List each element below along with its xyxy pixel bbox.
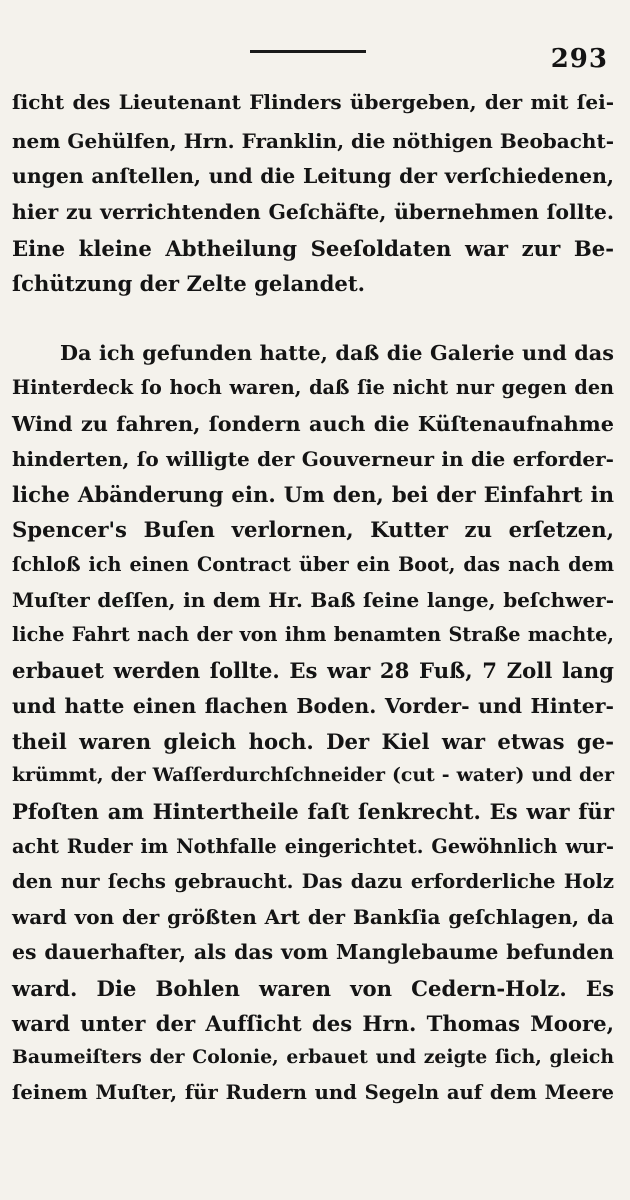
text-line: es dauerhafter, als das vom Manglebaume befunden [12, 940, 614, 964]
text-line: krümmt, der Waſſerdurchſchneider (cut - water) und der [12, 764, 614, 786]
text-line: liche Abänderung ein. Um den, bei der Einfahrt in [12, 482, 614, 507]
text-line: hinderten, ſo willigte der Gouverneur in die erforder- [12, 447, 614, 471]
text-line: theil waren gleich hoch. Der Kiel war etwas ge- [12, 729, 614, 754]
text-line: ſicht des Lieutenant Flinders übergeben, der mit ſei- [12, 90, 614, 114]
header-rule [250, 50, 366, 53]
text-line: Spencer's Buſen verlornen, Kutter zu erſetzen, [12, 517, 614, 542]
text-line: ungen anſtellen, und die Leitung der verſchiedenen, [12, 164, 614, 188]
text-line: ſchützung der Zelte gelandet. [12, 271, 366, 296]
text-line: Baumeiſters der Colonie, erbauet und zeigte ſich, gleich [12, 1046, 614, 1068]
text-line: Eine kleine Abtheilung Seeſoldaten war zur Be- [12, 236, 614, 261]
text-line: ſchloß ich einen Contract über ein Boot, das nach dem [12, 553, 614, 576]
text-line: ſeinem Muſter, für Rudern und Segeln auf dem Meere [12, 1081, 614, 1104]
text-line: acht Ruder im Nothfalle eingerichtet. Gewöhnlich wur- [12, 835, 614, 858]
text-line: ward unter der Aufſicht des Hrn. Thomas Moore, [12, 1011, 614, 1036]
text-line: ward. Die Bohlen waren von Cedern-Holz. Es [12, 976, 614, 1001]
text-line: erbauet werden ſollte. Es war 28 Fuß, 7 Zoll lang [12, 658, 614, 683]
text-line: nem Gehülfen, Hrn. Franklin, die nöthigen Beobacht- [12, 129, 614, 153]
text-line: liche Fahrt nach der von ihm benamten Straße machte, [12, 623, 614, 646]
text-line: Da ich gefunden hatte, daß die Galerie und das [60, 340, 614, 365]
text-line: Wind zu fahren, ſondern auch die Küſtenaufnahme [12, 411, 614, 436]
text-line: Muſter deſſen, in dem Hr. Baß ſeine lange, beſchwer- [12, 588, 614, 612]
text-line: Pfoſten am Hintertheile faſt ſenkrecht. Es war für [12, 799, 614, 824]
text-line: den nur ſechs gebraucht. Das dazu erforderliche Holz [12, 870, 614, 893]
text-line: und hatte einen flachen Boden. Vorder- und Hinter- [12, 694, 614, 718]
page-number: 293 [550, 44, 608, 74]
text-line: ward von der größten Art der Bankſia geſchlagen, da [12, 905, 614, 929]
text-line: Hinterdeck ſo hoch waren, daß ſie nicht nur gegen den [12, 376, 614, 399]
text-line: hier zu verrichtenden Geſchäfte, übernehmen ſollte. [12, 200, 614, 224]
